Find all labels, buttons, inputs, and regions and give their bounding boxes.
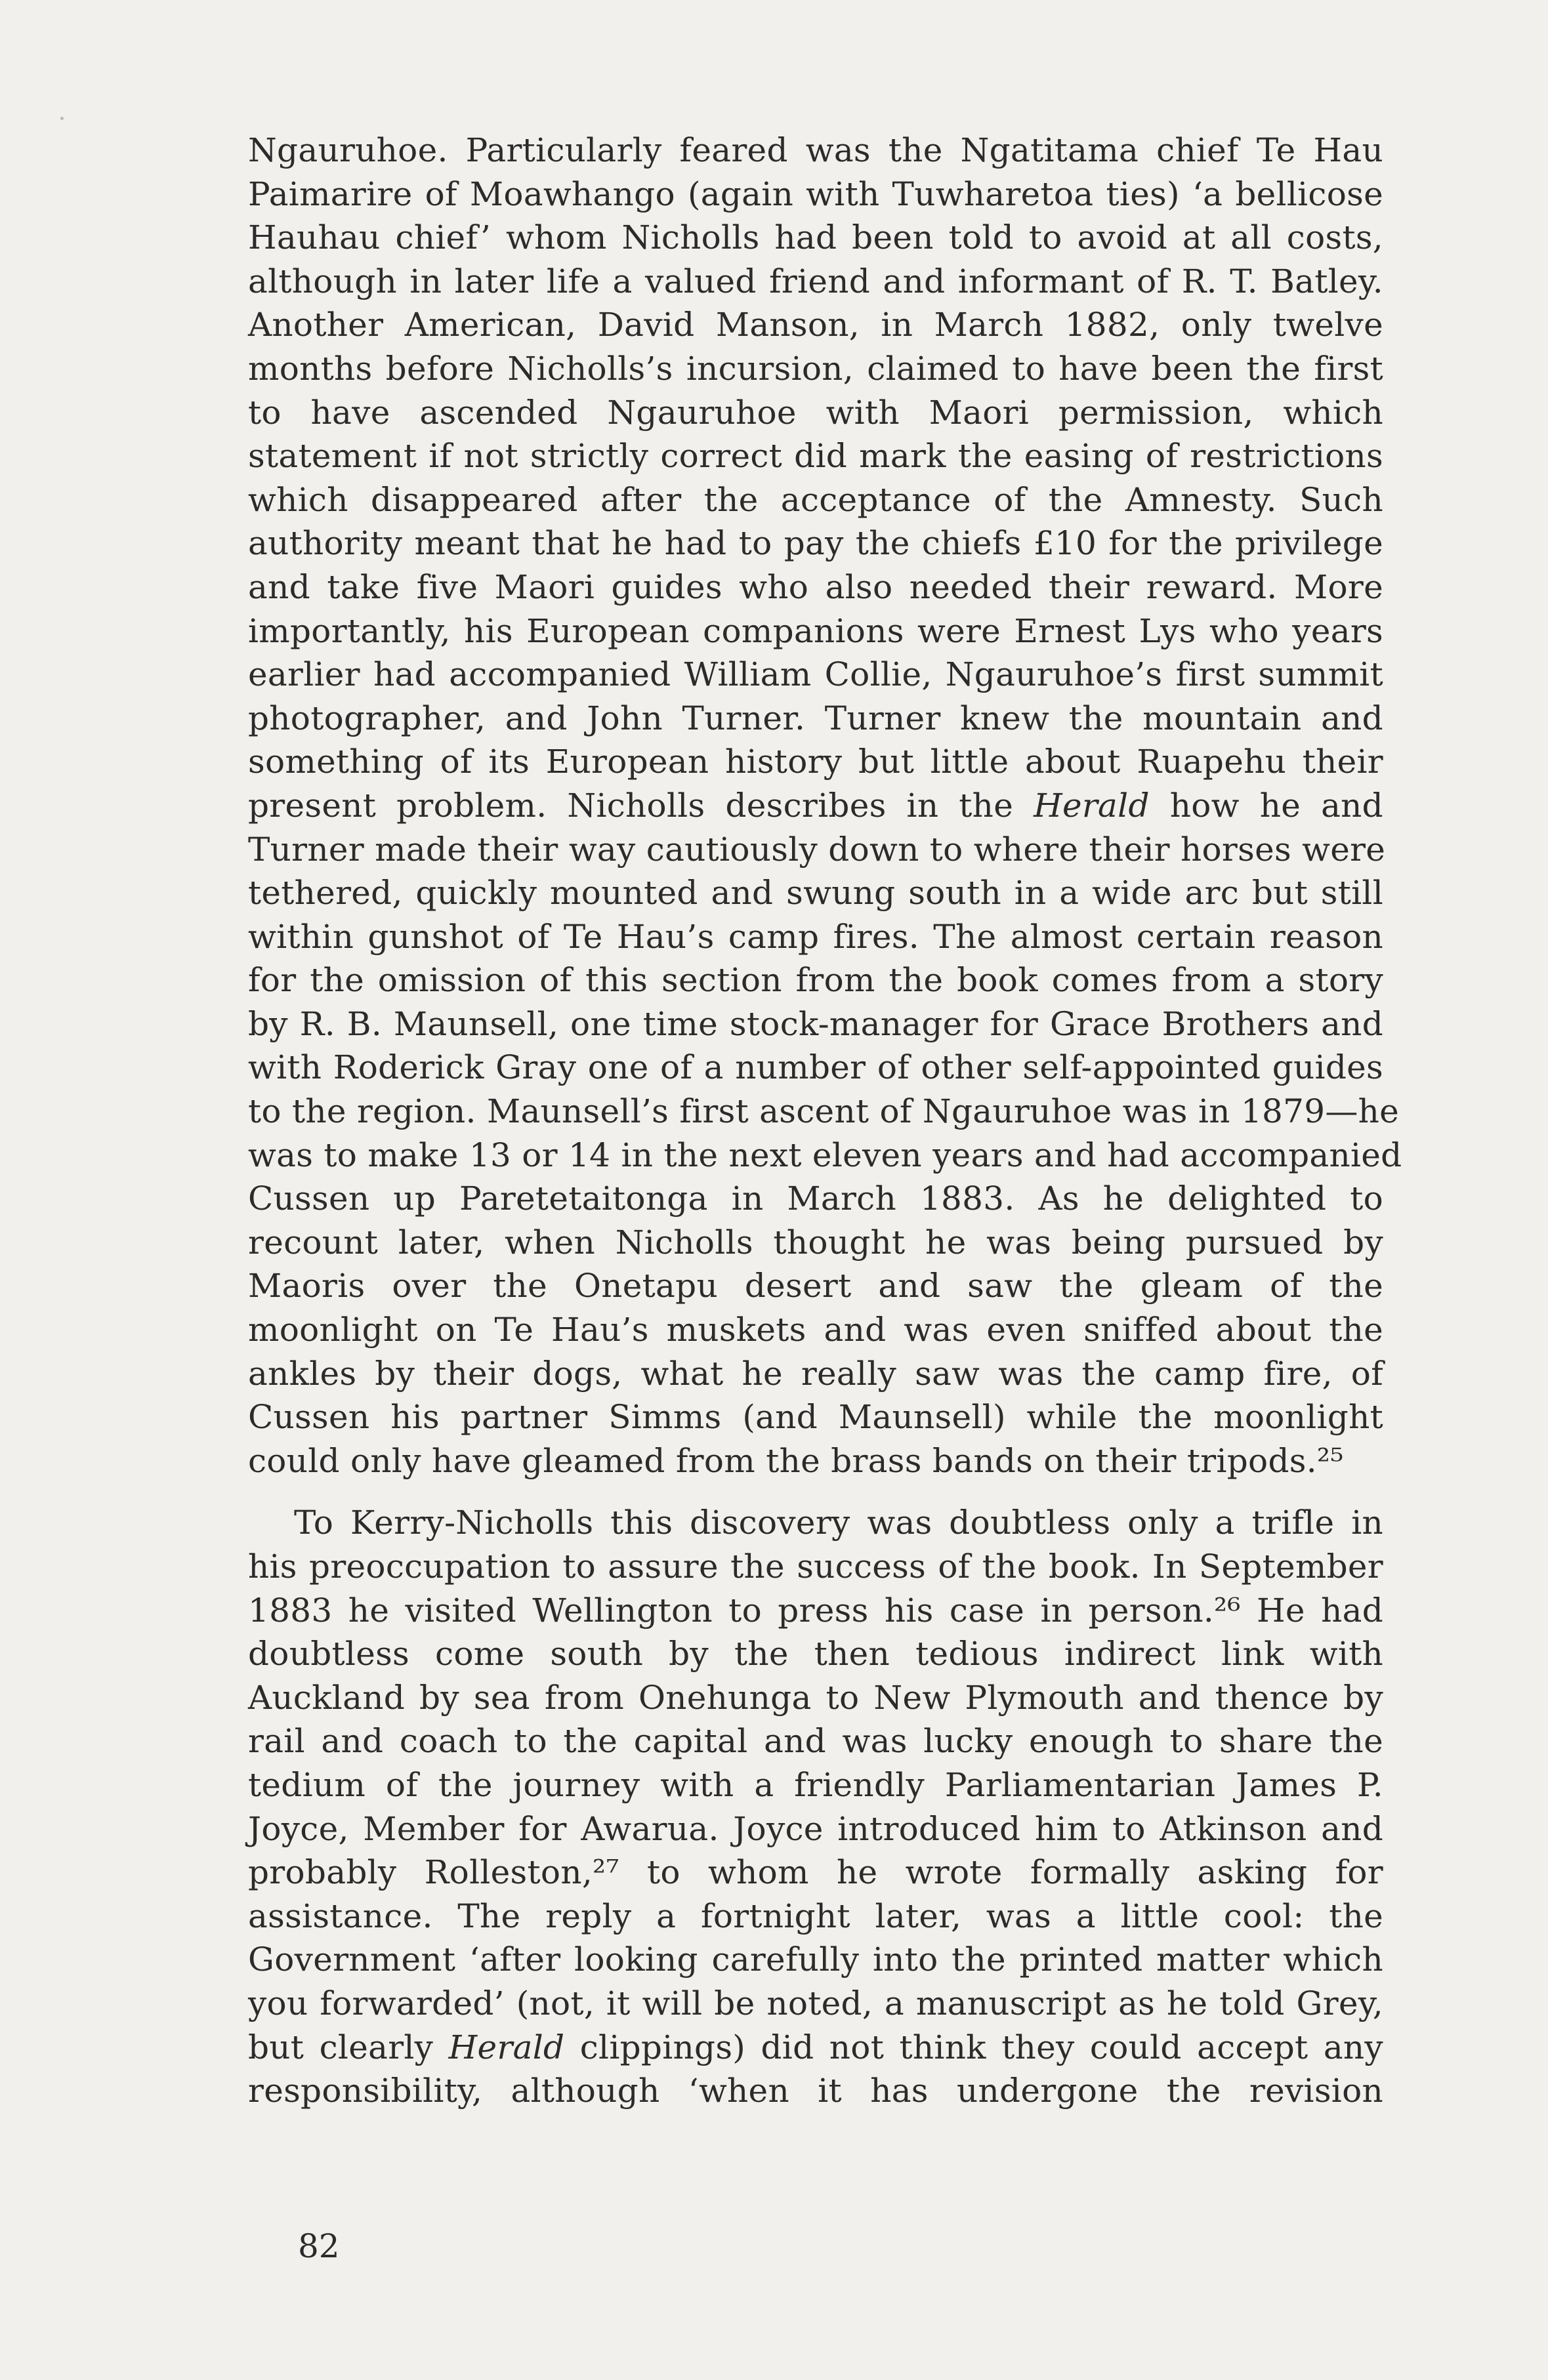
text-line: ankles by their dogs, what he really saw was the camp fire, of (248, 1354, 1383, 1393)
text-line: although in later life a valued friend and informant of R. T. Batley. (248, 262, 1383, 300)
paragraph-gap (248, 1483, 1383, 1501)
text-line: and take five Maori guides who also needed their reward. More (248, 567, 1383, 606)
paragraph-2 (248, 1501, 1383, 2112)
text-line: photographer, and John Turner. Turner knew the mountain and (248, 699, 1383, 737)
text-line: Maoris over the Onetapu desert and saw the gleam of the (248, 1267, 1383, 1305)
text-line: earlier had accompanied William Collie, Ngauruhoe’s first summit (248, 655, 1383, 694)
text-line: Hauhau chief’ whom Nicholls had been told to avoid at all costs, (248, 218, 1383, 257)
text-line: for the omission of this section from the book comes from a story (248, 961, 1383, 1000)
text-line: tedium of the journey with a friendly Parliamentarian James P. (248, 1765, 1383, 1804)
text-line: moonlight on Te Hau’s muskets and was even sniffed about the (248, 1311, 1383, 1349)
text-line: Joyce, Member for Awarua. Joyce introduced him to Atkinson and (248, 1809, 1383, 1848)
periodical-title: Herald (1034, 786, 1150, 825)
text-line: authority meant that he had to pay the chiefs £10 for the privilege (248, 524, 1383, 563)
text-line: but clearly Herald clippings) did not think they could accept any (248, 2028, 1383, 2066)
text-line: tethered, quickly mounted and swung south in a wide arc but still (248, 874, 1383, 913)
text-line: rail and coach to the capital and was lucky enough to share the (248, 1722, 1383, 1761)
text-line: to the region. Maunsell’s first ascent of Ngauruhoe was in 1879—he (248, 1092, 1400, 1131)
text-line: Auckland by sea from Onehunga to New Plymouth and thence by (248, 1678, 1383, 1717)
text-line: his preoccupation to assure the success of the book. In September (248, 1548, 1383, 1586)
text-line: Another American, David Manson, in March 1882, only twelve (248, 306, 1383, 344)
text-line: Paimarire of Moawhango (again with Tuwharetoa ties) ‘a bellicose (248, 174, 1383, 213)
paragraph-1 (248, 129, 1402, 1483)
text-line: probably Rolleston,²⁷ to whom he wrote formally asking for (248, 1853, 1383, 1892)
text-line: you forwarded’ (not, it will be noted, a manuscript as he told Grey, (248, 1984, 1383, 2022)
text-line: doubtless come south by the then tedious indirect link with (248, 1635, 1383, 1673)
text-line: importantly, his European companions were Ernest Lys who years (248, 611, 1383, 650)
text-line: by R. B. Maunsell, one time stock-manager for Grace Brothers and (248, 1004, 1383, 1043)
periodical-title: Herald (448, 2028, 565, 2066)
body-text (248, 129, 1402, 2113)
text-line: Government ‘after looking carefully into the printed matter which (248, 1940, 1383, 1979)
text-line: Turner made their way cautiously down to where their horses were (248, 830, 1386, 869)
text-line: within gunshot of Te Hau’s camp fires. The almost certain reason (248, 917, 1383, 956)
text-line: was to make 13 or 14 in the next eleven years and had accompanied (248, 1136, 1402, 1174)
text-line: could only have gleamed from the brass bands on their tripods.²⁵ (248, 1441, 1344, 1480)
page-number: 82 (298, 2227, 340, 2265)
text-line: To Kerry-Nicholls this discovery was doubtless only a trifle in (294, 1504, 1383, 1542)
text-line: responsibility, although ‘when it has undergone the revision (248, 2072, 1383, 2110)
text-line: present problem. Nicholls describes in the Herald how he and (248, 786, 1383, 825)
text-line: months before Nicholls’s incursion, claimed to have been the first (248, 349, 1383, 388)
text-line: 1883 he visited Wellington to press his case in person.²⁶ He had (248, 1591, 1383, 1630)
text-line: to have ascended Ngauruhoe with Maori permission, which (248, 393, 1383, 432)
text-line: Cussen his partner Simms (and Maunsell) while the moonlight (248, 1398, 1383, 1437)
text-line: Cussen up Paretetaitonga in March 1883. As he delighted to (248, 1180, 1383, 1218)
paper-speck (60, 117, 64, 120)
text-line: something of its European history but little about Ruapehu their (248, 743, 1383, 781)
text-line: assistance. The reply a fortnight later, was a little cool: the (248, 1897, 1383, 1935)
text-line: Ngauruhoe. Particularly feared was the Ngatitama chief Te Hau (248, 131, 1383, 169)
text-line: which disappeared after the acceptance of the Amnesty. Such (248, 480, 1383, 519)
text-line: statement if not strictly correct did mark the easing of restrictions (248, 437, 1383, 476)
text-line: with Roderick Gray one of a number of other self-appointed guides (248, 1048, 1383, 1087)
text-line: recount later, when Nicholls thought he was being pursued by (248, 1223, 1383, 1262)
